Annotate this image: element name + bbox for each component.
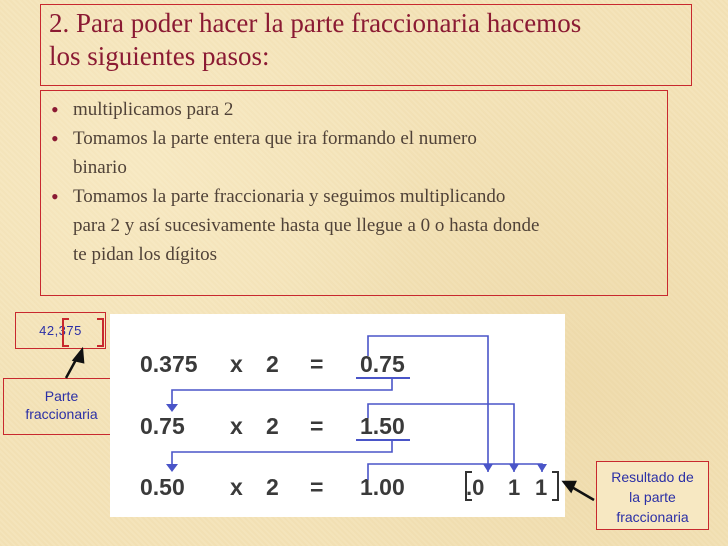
arrow-head-icon [483, 464, 493, 472]
row1-factor: 2 [266, 351, 279, 377]
pointer-arrow-icon [564, 482, 575, 491]
binary-digit-1: 1 [508, 475, 521, 500]
row3-factor: 2 [266, 474, 279, 500]
row1-result: 0.75 [360, 351, 405, 377]
row2-operator: x [230, 413, 243, 439]
bullet-text: te pidan los dígitos [73, 244, 218, 265]
row2-equals: = [310, 413, 324, 439]
row3-operand: 0.50 [140, 474, 185, 500]
list-item [51, 124, 661, 182]
feedback-line-2 [172, 440, 392, 470]
slide-title [40, 4, 692, 86]
row1-equals: = [310, 351, 324, 377]
binary-digit-0: .0 [466, 475, 485, 500]
calculation-panel [110, 314, 565, 517]
binary-digit-2: 1 [535, 475, 548, 500]
bullet-icon: • [51, 126, 59, 151]
row1-operand: 0.375 [140, 351, 198, 377]
label-line: fraccionaria [616, 509, 689, 525]
number-example: 42,375 [39, 323, 82, 338]
row3-operator: x [230, 474, 243, 500]
arrow-head-icon [509, 464, 519, 472]
bullet-text: Tomamos la parte fraccionaria y seguimos multiplicando [73, 186, 506, 207]
bracket-right-icon [97, 318, 104, 347]
feedback-line-1 [172, 378, 392, 410]
row3-result: 1.00 [360, 474, 405, 500]
row3-equals: = [310, 474, 324, 500]
bullet-icon: • [51, 184, 59, 209]
bullet-text: Tomamos la parte entera que ira formando el numero [73, 128, 477, 149]
number-example-box [15, 312, 106, 349]
arrow-head-icon [166, 464, 178, 472]
pointer-line-result [570, 486, 594, 500]
title-line-2: los siguientes pasos: [49, 41, 270, 71]
result-bracket-right-icon [552, 472, 558, 500]
arrow-head-icon [166, 404, 178, 412]
calculation-diagram [110, 314, 565, 517]
bracket-left-icon [62, 318, 69, 347]
row1-operator: x [230, 351, 243, 377]
label-line: la parte [629, 489, 676, 505]
bullet-text: multiplicamos para 2 [73, 99, 234, 120]
list-item [51, 182, 661, 269]
title-line-1: 2. Para poder hacer la parte fraccionaria hacemos [49, 8, 582, 38]
row2-operand: 0.75 [140, 413, 185, 439]
bullet-icon: • [51, 97, 59, 122]
bullet-text: binario [73, 157, 127, 178]
label-line: Resultado de [611, 469, 694, 485]
bullet-text: para 2 y así sucesivamente hasta que llegue a 0 o hasta donde [73, 215, 540, 236]
label-line: fraccionaria [25, 406, 98, 422]
fractional-part-label [3, 378, 120, 435]
pointer-arrow-icon [74, 350, 83, 362]
result-label [596, 461, 709, 530]
pointer-line-fractional [66, 356, 78, 378]
label-line: Parte [44, 388, 79, 404]
row2-factor: 2 [266, 413, 279, 439]
list-item [51, 95, 661, 124]
row2-result: 1.50 [360, 413, 405, 439]
steps-list [40, 90, 668, 296]
arrow-head-icon [537, 464, 547, 472]
